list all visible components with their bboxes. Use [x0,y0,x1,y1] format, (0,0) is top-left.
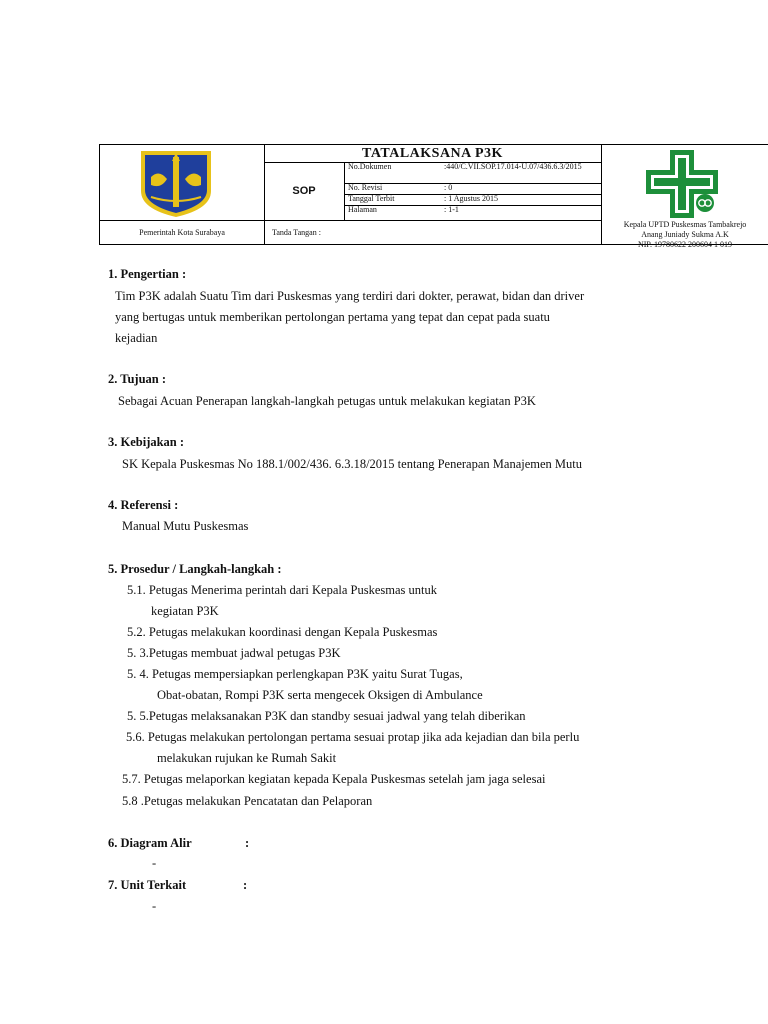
section-colon: : [243,878,248,892]
meta-label: Tanggal Terbit [348,194,395,203]
organization-name: Pemerintah Kota Surabaya [100,220,265,245]
section-text: kejadian [115,331,158,345]
procedure-step: kegiatan P3K [151,604,219,618]
section-text: Sebagai Acuan Penerapan langkah-langkah petugas untuk melakukan kegiatan P3K [118,394,536,408]
sop-label: SOP [264,162,345,220]
sop-header-table [99,144,602,245]
section-colon: : [245,836,250,850]
procedure-step: 5. 5.Petugas melaksanakan P3K dan standby sesuai jadwal yang telah diberikan [127,709,526,723]
meta-label: Halaman [348,205,377,214]
section-heading: 7. Unit Terkait [108,878,187,892]
section-dash: - [152,899,157,913]
procedure-step: 5. 3.Petugas membuat jadwal petugas P3K [127,646,341,660]
procedure-step: melakukan rujukan ke Rumah Sakit [157,751,337,765]
signer-block [602,220,768,250]
signer-name: Anang Juniady Sukma A.K [641,230,729,239]
surabaya-emblem-icon [137,147,215,219]
signer-title: Kepala UPTD Puskesmas Tambakrejo [623,220,747,229]
section-heading: 1. Pengertian : [108,267,187,281]
puskesmas-box [602,144,768,249]
section-heading: 3. Kebijakan : [108,435,185,449]
procedure-step: Obat-obatan, Rompi P3K serta mengecek Oksigen di Ambulance [157,688,483,702]
procedure-step: 5. 4. Petugas mempersiapkan perlengkapan P3K yaitu Surat Tugas, [127,667,463,681]
section-heading: 4. Referensi : [108,498,179,512]
procedure-step: 5.1. Petugas Menerima perintah dari Kepala Puskesmas untuk [127,583,437,597]
meta-row [345,162,601,184]
meta-row [345,205,601,219]
section-text: Manual Mutu Puskesmas [122,519,249,533]
document-title: TATALAKSANA P3K [264,145,601,163]
section-text: Tim P3K adalah Suatu Tim dari Puskesmas yang terdiri dari dokter, perawat, bidan dan driver [115,289,585,303]
procedure-step: 5.7. Petugas melaporkan kegiatan kepada Kepala Puskesmas setelah jam jaga selesai [122,772,546,786]
document-meta [345,162,601,220]
meta-value: : 1-1 [444,205,459,214]
puskesmas-cross-logo-icon [644,148,720,220]
section-heading: 2. Tujuan : [108,372,167,386]
section-text: SK Kepala Puskesmas No 188.1/002/436. 6.3.18/2015 tentang Penerapan Manajemen Mutu [122,457,582,471]
meta-value: :440/C.VII.SOP.17.014-U.07/436.6.3/2015 [444,162,582,171]
logo-cell [100,145,265,220]
signature-label: Tanda Tangan : [264,220,601,244]
meta-value: : 0 [444,183,453,192]
procedure-step: 5.8 .Petugas melakukan Pencatatan dan Pelaporan [122,794,373,808]
meta-label: No. Revisi [348,183,383,192]
procedure-step: 5.2. Petugas melakukan koordinasi dengan Kepala Puskesmas [127,625,438,639]
meta-value: : 1 Agustus 2015 [444,194,499,203]
section-heading: 5. Prosedur / Langkah-langkah : [108,562,282,576]
section-dash: - [152,856,157,870]
signer-nip: NIP. 19780622 200604 1 019 [637,240,732,249]
section-heading: 6. Diagram Alir [108,836,192,850]
meta-label: No.Dokumen [348,162,392,171]
procedure-step: 5.6. Petugas melakukan pertolongan pertama sesuai protap jika ada kejadian dan bila perlu [126,730,580,744]
section-text: yang bertugas untuk memberikan pertolongan pertama yang tepat dan cepat pada suatu [115,310,550,324]
